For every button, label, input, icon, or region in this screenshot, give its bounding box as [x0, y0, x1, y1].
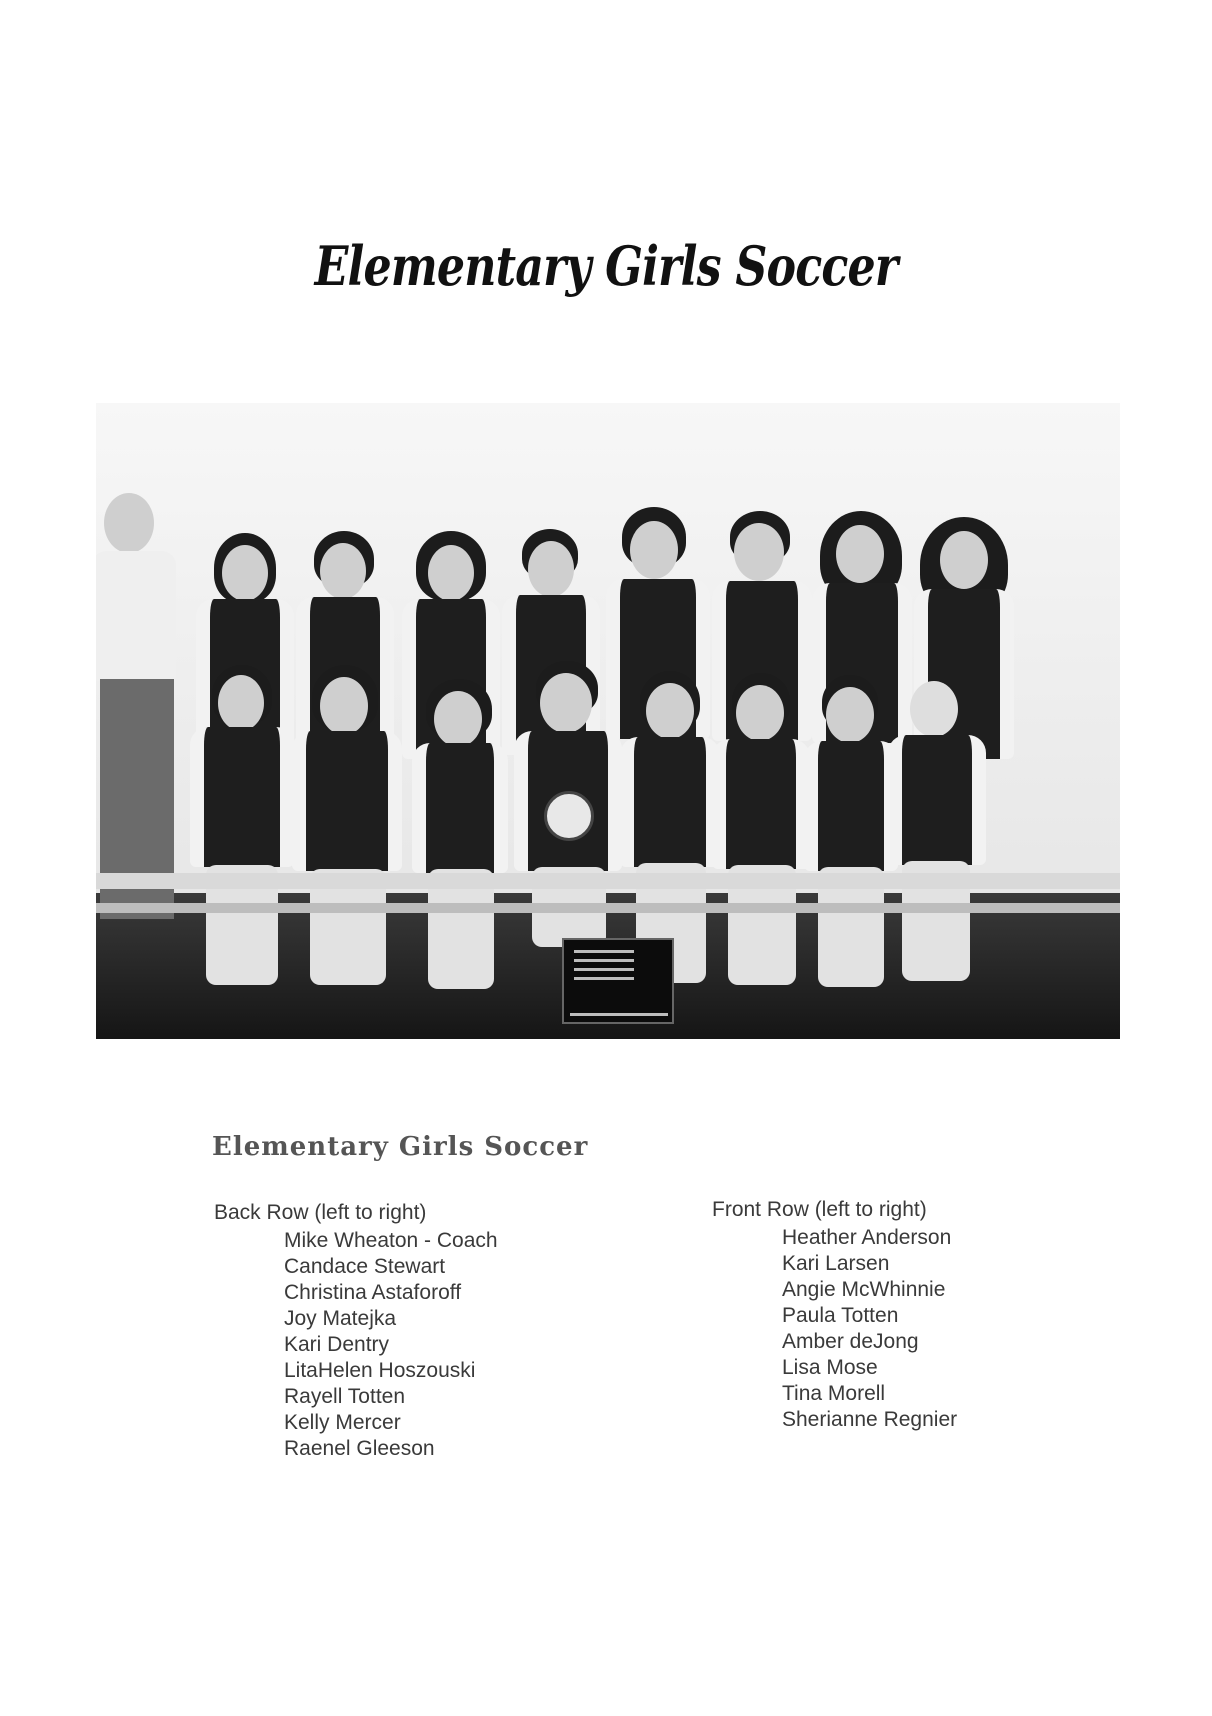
back-row-name: Rayell Totten: [284, 1385, 406, 1408]
front-row-list: [712, 1197, 957, 1433]
team-photo: [96, 403, 1120, 1039]
front-row-name: Lisa Mose: [782, 1356, 878, 1379]
back-row-name: Mike Wheaton - Coach: [284, 1229, 498, 1252]
front-row-name: Sherianne Regnier: [782, 1408, 958, 1431]
bench-rail: [96, 903, 1120, 913]
caption-title: Elementary Girls Soccer: [212, 1132, 589, 1162]
back-row-heading: Back Row (left to right): [214, 1201, 427, 1224]
front-row-name: Angie McWhinnie: [782, 1278, 946, 1301]
front-row-name: Tina Morell: [782, 1382, 886, 1405]
front-row-name: Kari Larsen: [782, 1252, 890, 1275]
front-row-name: Paula Totten: [782, 1304, 899, 1327]
back-row-name: LitaHelen Hoszouski: [284, 1359, 476, 1382]
back-row-name: Joy Matejka: [284, 1307, 397, 1330]
back-row-name: Kari Dentry: [284, 1333, 390, 1356]
back-row-name: Kelly Mercer: [284, 1411, 401, 1434]
bench: [96, 873, 1120, 889]
front-row-heading: Front Row (left to right): [712, 1198, 927, 1221]
back-row-list: [214, 1200, 498, 1462]
team-placard: [562, 938, 674, 1024]
front-row-name: Heather Anderson: [782, 1226, 952, 1249]
back-row-name: Candace Stewart: [284, 1255, 446, 1278]
page-title: Elementary Girls Soccer: [314, 234, 898, 298]
front-row-name: Amber deJong: [782, 1330, 919, 1353]
back-row-name: Raenel Gleeson: [284, 1437, 435, 1460]
back-row-name: Christina Astaforoff: [284, 1281, 462, 1304]
